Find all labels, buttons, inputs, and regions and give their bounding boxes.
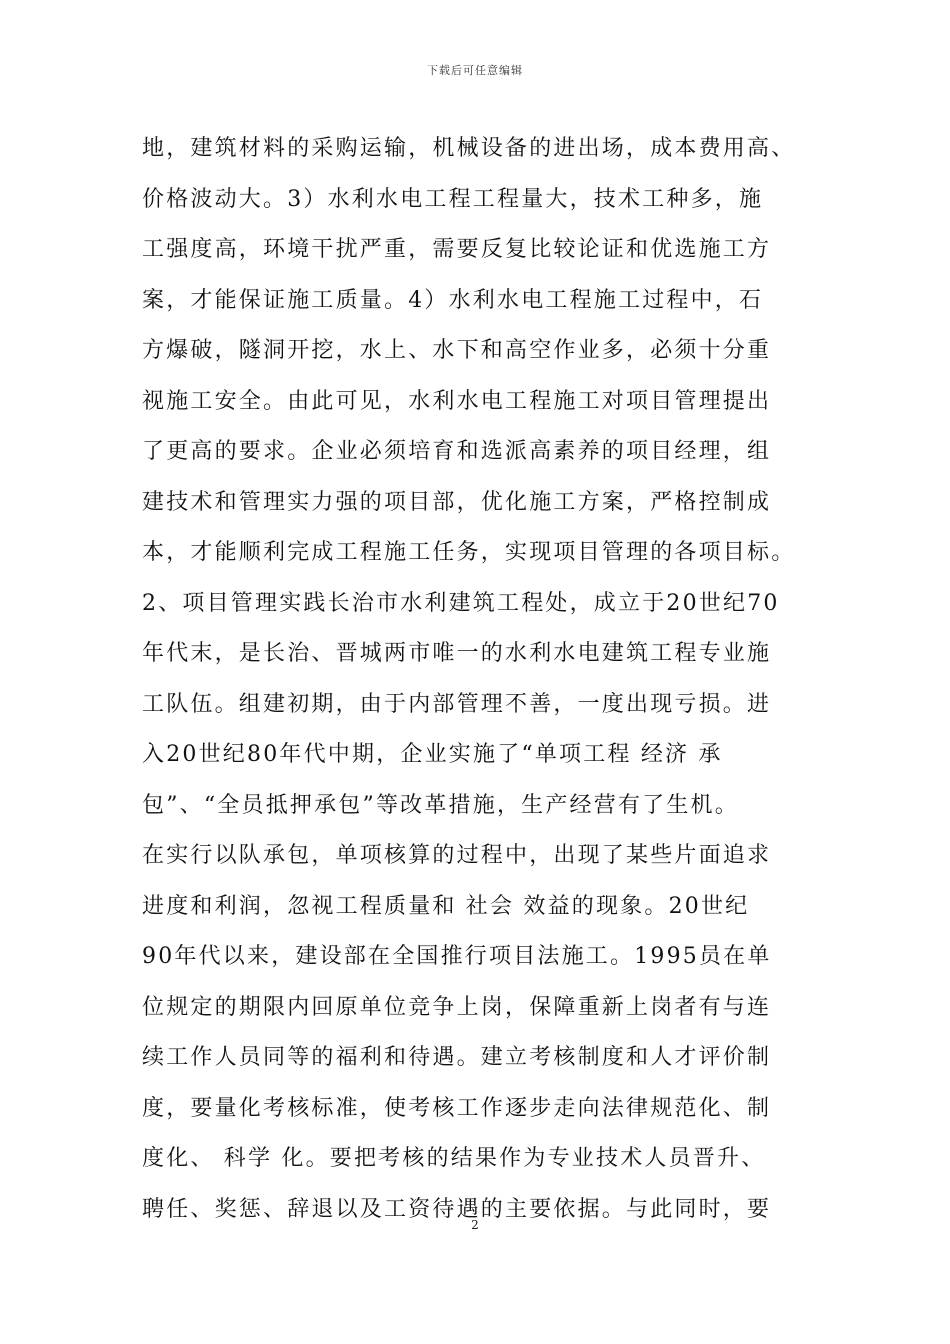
- text-line: 建技术和管理实力强的项目部，优化施工方案，严格控制成: [142, 489, 772, 515]
- text-line: 90年代以来，建设部在全国推行项目法施工。1995员在单: [142, 944, 772, 969]
- text-line: 入20世纪80年代中期，企业实施了“单项工程 经济 承: [142, 742, 723, 767]
- text-line: 续工作人员同等的福利和待遇。建立考核制度和人才评价制: [142, 1045, 772, 1070]
- text-line: 工强度高，环境干扰严重，需要反复比较论证和优选施工方: [142, 237, 772, 262]
- body-text: [142, 124, 822, 1235]
- text-line: 进度和利润，忽视工程质量和 社会 效益的现象。20世纪: [142, 893, 750, 919]
- text-line: 价格波动大。3）水利水电工程工程量大，技术工种多，施: [142, 186, 764, 212]
- text-line: 本，才能顺利完成工程施工任务，实现项目管理的各项目标。: [142, 540, 796, 565]
- text-line: 案，才能保证施工质量。4）水利水电工程施工过程中，石: [142, 287, 764, 313]
- text-line: 地，建筑材料的采购运输，机械设备的进出场，成本费用高、: [142, 136, 796, 161]
- text-line: 年代末，是长治、晋城两市唯一的水利水电建筑工程专业施: [142, 641, 772, 666]
- text-line: 度化、 科学 化。要把考核的结果作为专业技术人员晋升、: [142, 1146, 766, 1171]
- page-number: 2: [471, 1218, 479, 1232]
- text-line: 方爆破，隧洞开挖，水上、水下和高空作业多，必须十分重: [142, 338, 772, 363]
- text-line: 视施工安全。由此可见，水利水电工程施工对项目管理提出: [142, 388, 772, 414]
- text-line: 2、项目管理实践长治市水利建筑工程处，成立于20世纪70: [142, 590, 780, 616]
- text-line: 工队伍。组建初期，由于内部管理不善，一度出现亏损。进: [142, 691, 772, 717]
- text-line: 在实行以队承包，单项核算的过程中，出现了某些片面追求: [142, 843, 772, 868]
- text-line: 聘任、奖惩、辞退以及工资待遇的主要依据。与此同时，要: [142, 1196, 772, 1222]
- text-line: 度，要量化考核标准，使考核工作逐步走向法律规范化、制: [142, 1095, 772, 1121]
- text-line: 了更高的要求。企业必须培育和选派高素养的项目经理，组: [142, 439, 772, 464]
- page-header: 下载后可任意编辑: [427, 64, 523, 77]
- text-line: 位规定的期限内回原单位竞争上岗，保障重新上岗者有与连: [142, 994, 772, 1020]
- text-line: 包”、“全员抵押承包”等改革措施，生产经营有了生机。: [142, 792, 739, 818]
